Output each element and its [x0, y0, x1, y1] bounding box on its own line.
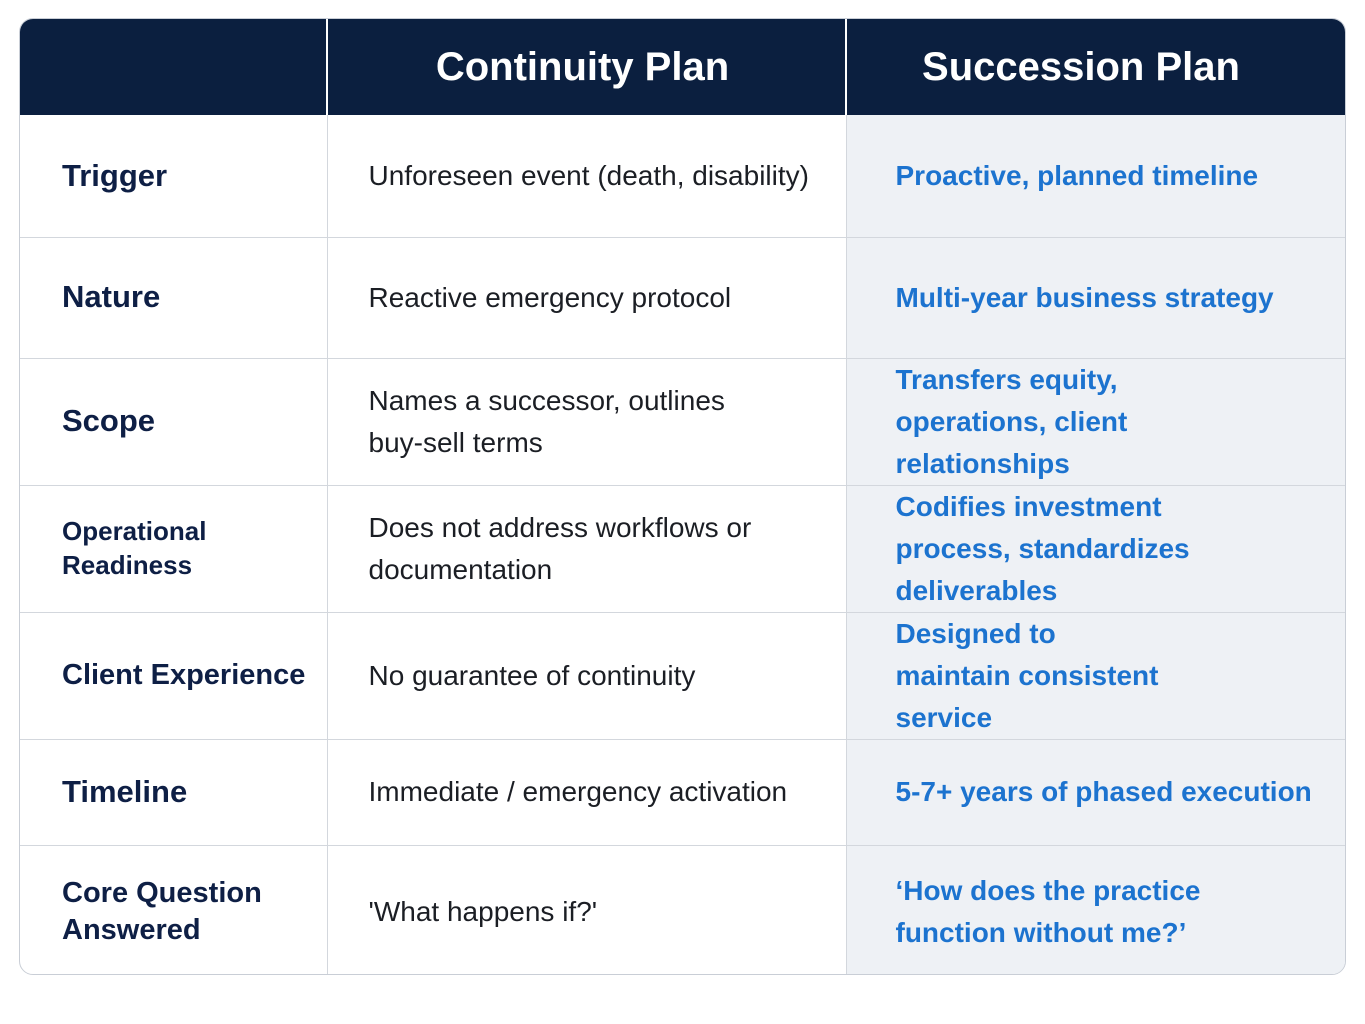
row-label: Client Experience [20, 612, 327, 739]
succession-cell: Designed to maintain consistent service [846, 612, 1345, 739]
row-label: Nature [20, 237, 327, 358]
continuity-cell: Names a successor, outlines buy-sell terms [327, 358, 846, 485]
comparison-grid [20, 19, 1345, 975]
succession-cell: Proactive, planned timeline [846, 115, 1345, 237]
succession-cell: ‘How does the practice function without me?’ [846, 845, 1345, 975]
continuity-cell: No guarantee of continuity [327, 612, 846, 739]
header-row [20, 19, 1345, 115]
succession-cell: Transfers equity, operations, client relationships [846, 358, 1345, 485]
table-row-operational-readiness [20, 485, 1345, 612]
succession-cell: Codifies investment process, standardizes deliverables [846, 485, 1345, 612]
comparison-table [19, 18, 1346, 975]
succession-cell: 5-7+ years of phased execution [846, 739, 1345, 845]
header-succession-plan: Succession Plan [846, 19, 1345, 115]
continuity-cell: Reactive emergency protocol [327, 237, 846, 358]
table-row-core-question [20, 845, 1345, 975]
header-continuity-plan: Continuity Plan [327, 19, 846, 115]
table-row-scope [20, 358, 1345, 485]
table-row-trigger [20, 115, 1345, 237]
continuity-cell: Immediate / emergency activation [327, 739, 846, 845]
table-row-timeline [20, 739, 1345, 845]
continuity-cell: 'What happens if?' [327, 845, 846, 975]
row-label: Trigger [62, 157, 168, 193]
continuity-cell: Unforeseen event (death, disability) [327, 115, 846, 237]
row-label: Scope [20, 358, 327, 485]
header-corner [20, 19, 327, 115]
table-row-nature [20, 237, 1345, 358]
row-label: Core Question Answered [20, 845, 327, 975]
continuity-cell: Does not address workflows or documentation [327, 485, 846, 612]
succession-cell: Multi-year business strategy [846, 237, 1345, 358]
table-row-client-experience [20, 612, 1345, 739]
row-label: Operational Readiness [20, 485, 327, 612]
row-label: Timeline [20, 739, 327, 845]
